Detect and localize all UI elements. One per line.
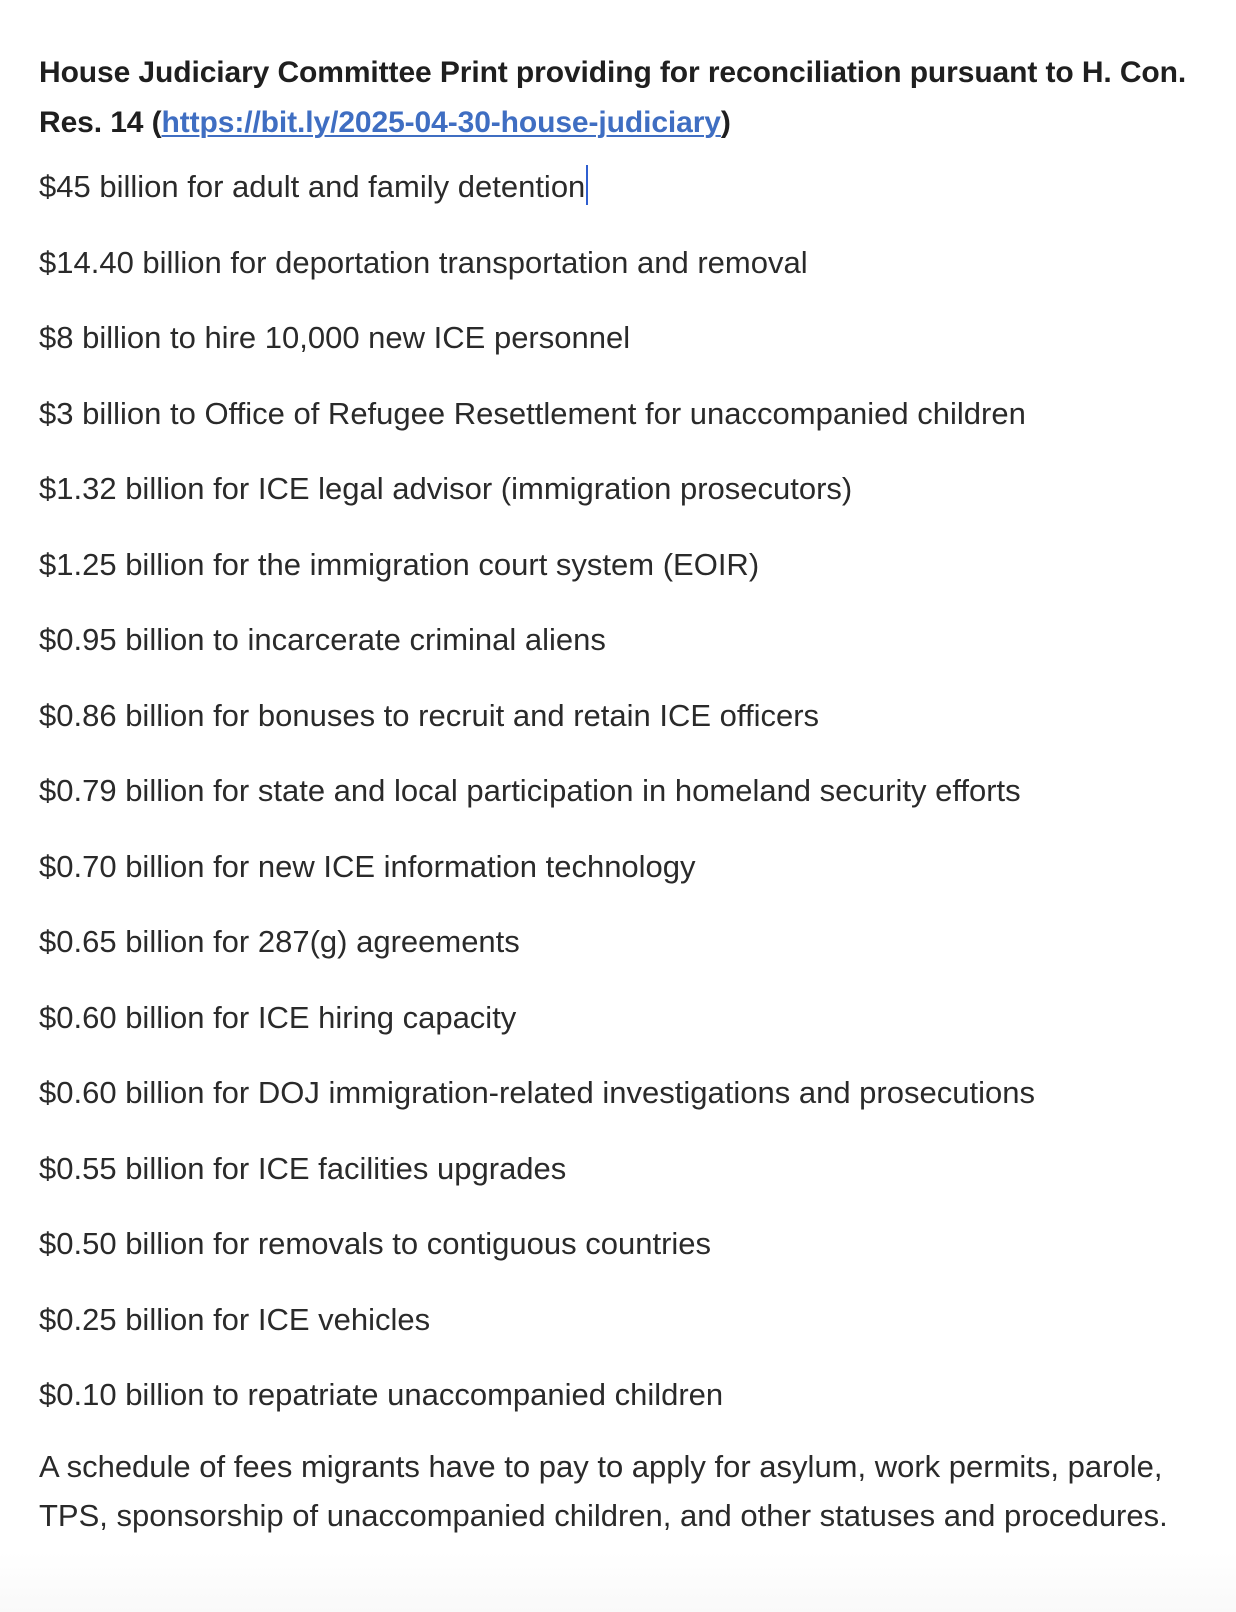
funding-item-text: $14.40 billion for deportation transportation and removal bbox=[39, 244, 808, 280]
funding-item-text: $8 billion to hire 10,000 new ICE personnel bbox=[39, 320, 631, 355]
funding-item-text: $0.70 billion for new ICE information technology bbox=[39, 848, 696, 884]
funding-item-text: $0.79 billion for state and local participation in homeland security efforts bbox=[39, 773, 1021, 808]
funding-item-text: $45 billion for adult and family detention bbox=[39, 169, 586, 204]
section-heading bbox=[39, 48, 1198, 148]
funding-item-text: $0.50 billion for removals to contiguous countries bbox=[39, 1226, 712, 1261]
funding-item[interactable] bbox=[39, 618, 1198, 662]
funding-item[interactable] bbox=[39, 316, 1198, 360]
funding-item[interactable] bbox=[39, 467, 1198, 511]
funding-item-text: $1.25 billion for the immigration court system (EOIR) bbox=[39, 546, 760, 582]
text-cursor bbox=[586, 165, 588, 205]
funding-item[interactable] bbox=[39, 392, 1198, 436]
funding-item-text: $0.65 billion for 287(g) agreements bbox=[39, 924, 520, 959]
funding-item[interactable] bbox=[39, 769, 1198, 813]
heading-close-paren: ) bbox=[720, 106, 731, 139]
funding-item-text: $0.10 billion to repatriate unaccompanied children bbox=[39, 1377, 724, 1412]
funding-item[interactable] bbox=[39, 1071, 1198, 1115]
funding-item[interactable] bbox=[39, 543, 1198, 587]
funding-item-text: $0.86 billion for bonuses to recruit and retain ICE officers bbox=[39, 697, 820, 733]
funding-item-text: $0.60 billion for ICE hiring capacity bbox=[39, 999, 517, 1035]
funding-item[interactable] bbox=[39, 1147, 1198, 1191]
funding-item-text: $0.60 billion for DOJ immigration-related investigations and prosecutions bbox=[39, 1075, 1035, 1110]
funding-item[interactable] bbox=[39, 1298, 1198, 1342]
funding-item[interactable] bbox=[39, 1222, 1198, 1266]
funding-item-text: $1.32 billion for ICE legal advisor (immigration prosecutors) bbox=[39, 471, 853, 506]
funding-item[interactable] bbox=[39, 241, 1198, 285]
funding-item[interactable] bbox=[39, 1373, 1198, 1417]
fees-paragraph[interactable]: A schedule of fees migrants have to pay to apply for asylum, work permits, parole, TPS, sponsorship of unaccompanied children, and other statuses and procedures. bbox=[39, 1448, 1168, 1533]
funding-item[interactable] bbox=[39, 694, 1198, 738]
source-link[interactable]: https://bit.ly/2025-04-30-house-judiciary bbox=[161, 106, 721, 139]
funding-item-text: $0.95 billion to incarcerate criminal aliens bbox=[39, 622, 606, 657]
funding-item[interactable] bbox=[39, 996, 1198, 1040]
funding-item[interactable] bbox=[39, 845, 1198, 889]
funding-item-text: $3 billion to Office of Refugee Resettlement for unaccompanied children bbox=[39, 395, 1026, 431]
funding-item[interactable] bbox=[39, 920, 1198, 964]
funding-item-text: $0.25 billion for ICE vehicles bbox=[39, 1301, 431, 1337]
funding-item[interactable] bbox=[39, 165, 1198, 209]
heading-text: House Judiciary Committee Print providing for reconciliation pursuant to H. Con. Res. 14 ( bbox=[39, 56, 1187, 139]
funding-item-text: $0.55 billion for ICE facilities upgrades bbox=[39, 1150, 567, 1186]
funding-list bbox=[39, 165, 1198, 1417]
